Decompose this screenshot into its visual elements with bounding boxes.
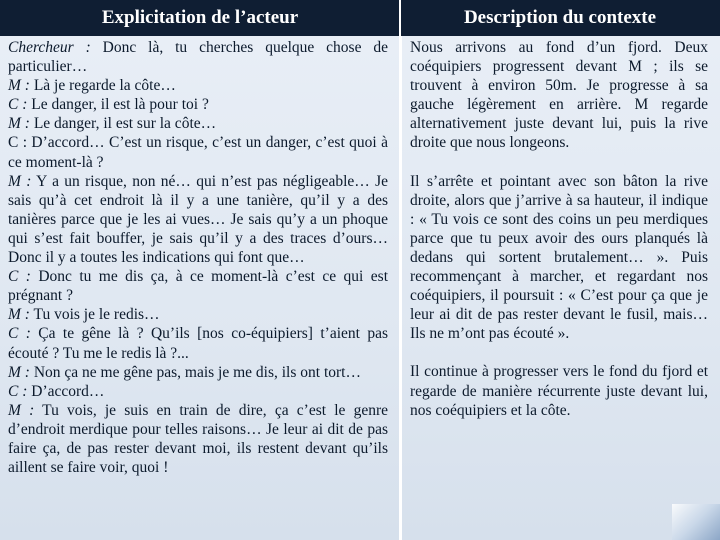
speaker-label: C : bbox=[8, 382, 28, 400]
dialogue-turn bbox=[8, 382, 388, 401]
speaker-label: M : bbox=[8, 77, 30, 95]
speaker-label: Chercheur : bbox=[8, 39, 91, 56]
column-divider bbox=[399, 0, 401, 540]
context-paragraph: Nous arrivons au fond d’un fjord. Deux coéquipiers progressent devant M ; ils se trouvent à environ 50m. Je progresse à sa gauche légèrement en arrière. M regarde alternativement juste devant lui, puis la rive droite que nous longeons. bbox=[410, 39, 708, 152]
header-context-description bbox=[400, 0, 720, 36]
dialogue-turn bbox=[8, 114, 388, 133]
speaker-label: M : bbox=[8, 363, 30, 381]
dialogue-text bbox=[8, 38, 388, 477]
speaker-label: C : bbox=[8, 325, 31, 343]
speaker-label: M : bbox=[8, 115, 30, 133]
speaker-label: C : bbox=[8, 96, 28, 114]
corner-decoration bbox=[672, 504, 720, 540]
turn-text: Tu vois, je suis en train de dire, ça c’est le genre d’endroit merdique pour telles raisons… Je leur ai dit de pas faire ça, de pas rester devant moi, ils restent devant qu’ils aillent se faire voir, quoi ! bbox=[8, 401, 388, 477]
turn-text: Y a un risque, non né… qui n’est pas négligeable… Je sais qu’à cet endroit là il y a une tanière, qu’il y a des tanières parce que je les ai vues… Je sais qu’y a un phoque qui s’est fait bouffer, je sais qu’il y a des traces d’ours… Donc il y a toutes les indications qui font que… bbox=[8, 172, 388, 267]
dialogue-turn bbox=[8, 363, 388, 382]
speaker-label: M : bbox=[8, 306, 30, 324]
turn-text: C : D’accord… C’est un risque, c’est un danger, c’est quoi à ce moment-là ? bbox=[8, 134, 388, 171]
speaker-label: C : bbox=[8, 268, 31, 286]
turn-text: Non ça ne me gêne pas, mais je me dis, ils ont tort… bbox=[29, 363, 361, 381]
dialogue-turn bbox=[8, 133, 388, 171]
dialogue-turn bbox=[8, 172, 388, 267]
dialogue-turn bbox=[8, 401, 388, 477]
dialogue-turn bbox=[8, 324, 388, 362]
header-actor-explicitation bbox=[0, 0, 400, 36]
dialogue-turn bbox=[8, 95, 388, 114]
header-right-label: Description du contexte bbox=[463, 7, 657, 28]
turn-text: Ça te gêne là ? Qu’ils [nos co-équipiers] t’aient pas écouté ? Tu me le redis là ?... bbox=[8, 325, 388, 362]
dialogue-turn bbox=[8, 267, 388, 305]
turn-text: Donc tu me dis ça, à ce moment-là c’est ce qui est prégnant ? bbox=[8, 268, 389, 305]
dialogue-cell bbox=[0, 36, 400, 540]
context-cell bbox=[400, 36, 720, 540]
turn-text: D’accord… bbox=[27, 382, 105, 400]
context-paragraph: Il continue à progresser vers le fond du fjord et regarde de manière récurrente juste devant lui, nos coéquipiers et la côte. bbox=[410, 363, 708, 419]
dialogue-turn bbox=[8, 76, 388, 95]
turn-text: Le danger, il est là pour toi ? bbox=[27, 96, 209, 114]
turn-text: Le danger, il est sur la côte… bbox=[29, 115, 217, 133]
speaker-label: M : bbox=[8, 401, 35, 419]
turn-text: Donc là, tu cherches quelque chose de particulier… bbox=[8, 39, 388, 76]
dialogue-turn bbox=[8, 305, 388, 324]
header-left-label: Explicitation de l’acteur bbox=[101, 7, 299, 28]
speaker-label: M : bbox=[8, 172, 32, 190]
turn-text: Là je regarde la côte… bbox=[29, 77, 176, 95]
dialogue-turn bbox=[8, 38, 388, 76]
context-paragraph: Il s’arrête et pointant avec son bâton la rive droite, alors que j’arrive à sa hauteur, il indique : « Tu vois ce sont des coins un peu merdiques parce que tu peux avoir des ours planqués là dedans qui sortent brutalement… ». Puis recommençant à marcher, et regardant nos coéquipiers, il poursuit : « C’est pour ça que je leur ai dit de pas rester devant le fusil, mais… Ils ne m’ont pas écouté ». bbox=[410, 172, 708, 343]
turn-text: Tu vois je le redis… bbox=[29, 306, 160, 324]
